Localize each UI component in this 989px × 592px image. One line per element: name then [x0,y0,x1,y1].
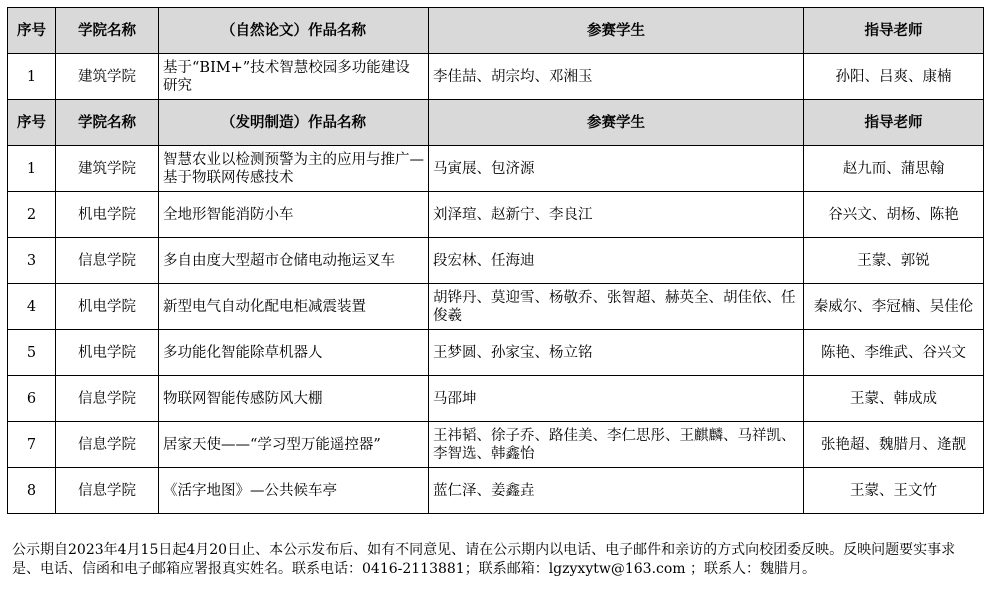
header-row-natural [8,8,984,54]
header-advisor: 指导老师 [804,8,984,54]
award-table [7,7,984,514]
cell-college: 信息学院 [56,376,159,422]
header-college: 学院名称 [56,8,159,54]
cell-no: 4 [8,284,56,330]
cell-college: 机电学院 [56,192,159,238]
table-row [8,238,984,284]
header-work-natural: （自然论文）作品名称 [159,8,429,54]
cell-no: 3 [8,238,56,284]
cell-work: 物联网智能传感防风大棚 [159,376,429,422]
public-notice: 公示期自2023年4月15日起4月20日止、本公示发布后、如有不同意见、请在公示期内以电话、电子邮件和亲访的方式向校团委反映。反映问题要实事求是、电话、信函和电子邮箱应署报真实姓名。联系电话：0416-2113881；联系邮箱：lgzyxytw@163.com ；联系人：魏腊月。 [12,542,956,577]
table-row [8,468,984,514]
table-row [8,330,984,376]
table-row [8,422,984,468]
cell-students: 蓝仁泽、姜鑫垚 [429,468,804,514]
table-row [8,146,984,192]
cell-college: 信息学院 [56,238,159,284]
cell-no: 7 [8,422,56,468]
cell-no: 1 [8,146,56,192]
table-row [8,284,984,330]
cell-college: 建筑学院 [56,146,159,192]
cell-advisor: 张艳超、魏腊月、逄靓 [804,422,984,468]
cell-no: 2 [8,192,56,238]
cell-work: 智慧农业以检测预警为主的应用与推广—基于物联网传感技术 [159,146,429,192]
table-row [8,54,984,100]
cell-no: 8 [8,468,56,514]
cell-work: 全地形智能消防小车 [159,192,429,238]
header-advisor: 指导老师 [804,100,984,146]
cell-advisor: 王蒙、郭锐 [804,238,984,284]
cell-no: 5 [8,330,56,376]
cell-advisor: 秦威尔、李冠楠、吴佳伦 [804,284,984,330]
header-students: 参赛学生 [429,100,804,146]
cell-work: 《活字地图》—公共候车亭 [159,468,429,514]
header-row-invention [8,100,984,146]
cell-college: 信息学院 [56,422,159,468]
cell-students: 马寅展、包济源 [429,146,804,192]
cell-students: 胡铧丹、莫迎雪、杨敬乔、张智超、赫英全、胡佳依、任俊羲 [429,284,804,330]
header-students: 参赛学生 [429,8,804,54]
header-work-invention: （发明制造）作品名称 [159,100,429,146]
cell-students: 马邵坤 [429,376,804,422]
cell-no: 6 [8,376,56,422]
cell-college: 机电学院 [56,330,159,376]
cell-college: 信息学院 [56,468,159,514]
cell-college: 建筑学院 [56,54,159,100]
cell-students: 王祎韬、徐子乔、路佳美、李仁思彤、王麒麟、马祥凯、李智选、韩鑫怡 [429,422,804,468]
cell-advisor: 王蒙、韩成成 [804,376,984,422]
cell-advisor: 赵九而、蒲思翰 [804,146,984,192]
cell-work: 多自由度大型超市仓储电动拖运叉车 [159,238,429,284]
cell-students: 刘泽瑄、赵新宁、李良江 [429,192,804,238]
cell-work: 居家天使——“学习型万能遥控器” [159,422,429,468]
cell-students: 李佳喆、胡宗均、邓湘玉 [429,54,804,100]
cell-advisor: 王蒙、王文竹 [804,468,984,514]
cell-advisor: 谷兴文、胡杨、陈艳 [804,192,984,238]
cell-students: 段宏林、任海迪 [429,238,804,284]
header-no: 序号 [8,100,56,146]
header-college: 学院名称 [56,100,159,146]
table-row [8,376,984,422]
cell-advisor: 陈艳、李维武、谷兴文 [804,330,984,376]
cell-advisor: 孙阳、吕爽、康楠 [804,54,984,100]
header-no: 序号 [8,8,56,54]
cell-work: 多功能化智能除草机器人 [159,330,429,376]
cell-college: 机电学院 [56,284,159,330]
cell-work: 新型电气自动化配电柜减震装置 [159,284,429,330]
cell-students: 王梦圆、孙家宝、杨立铭 [429,330,804,376]
cell-work: 基于“BIM+”技术智慧校园多功能建设研究 [159,54,429,100]
cell-no: 1 [8,54,56,100]
table-row [8,192,984,238]
